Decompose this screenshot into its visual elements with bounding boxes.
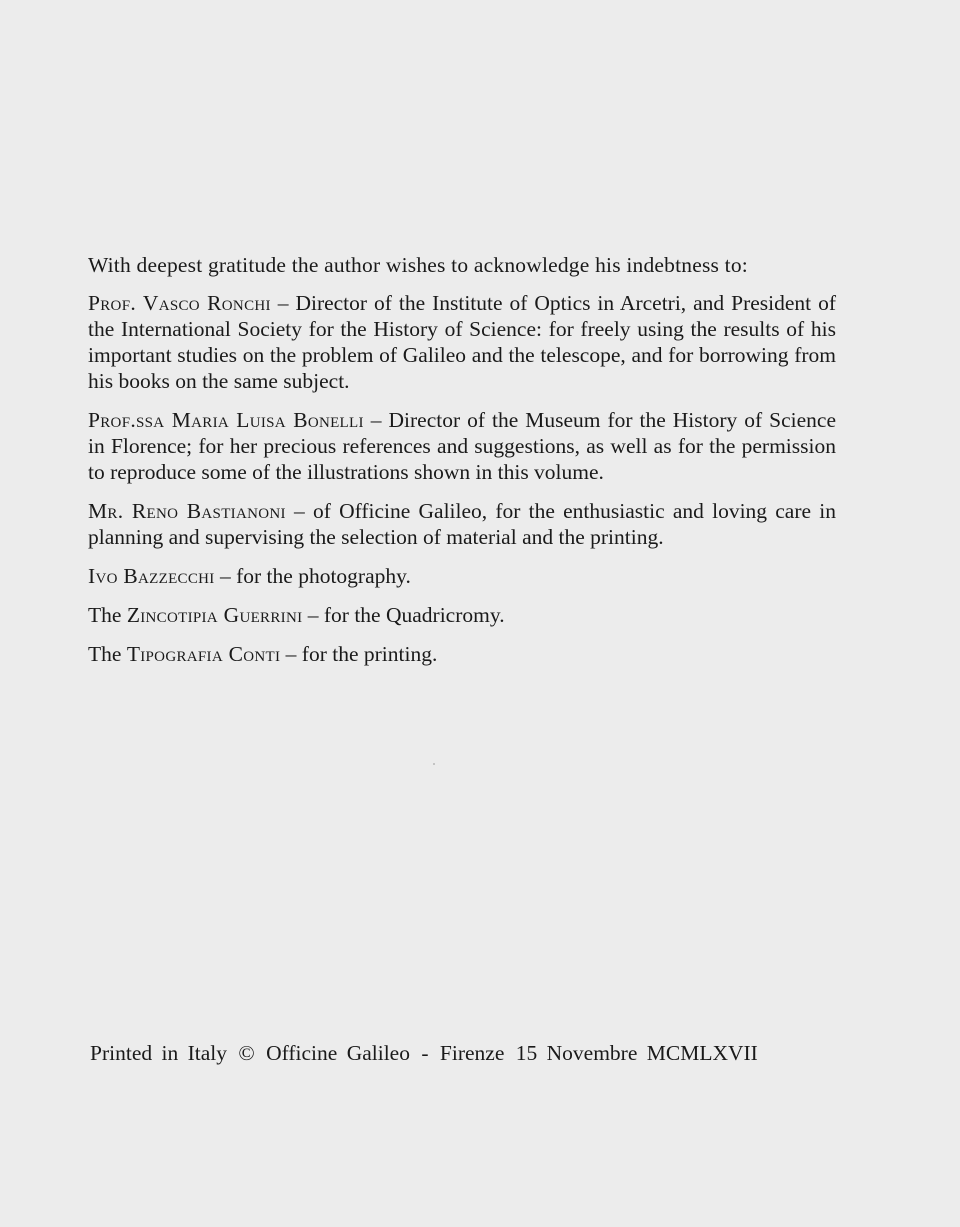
acknowledgement-text: – for the photography. [214,564,411,588]
paper-speck [433,763,435,765]
acknowledgement-text: – Director of the Institute of Optics in Arcetri, and President of the International Society for the History of Science: for freely using the results of his important studies on the problem of Galileo and the telescope, and for borrowing from his books on the same subject. [88,291,836,393]
colophon-printed: Printed in Italy [90,1041,227,1065]
colophon-date: 15 Novembre MCMLXVII [515,1041,758,1065]
acknowledgement-entry-ronchi [88,290,836,394]
acknowledgement-entry-bastianoni [88,498,836,550]
acknowledgee-name: Ivo Bazzecchi [88,564,215,588]
copyright-icon: © [238,1041,255,1065]
acknowledgee-name: Tipografia Conti [126,642,281,666]
acknowledgement-intro: With deepest gratitude the author wishes to acknowledge his indebtness to: [88,253,748,277]
colophon [90,1040,850,1066]
acknowledgement-text: – for the printing. [280,642,438,666]
acknowledgement-entry-bonelli [88,407,836,485]
acknowledgee-name: Prof. Vasco Ronchi [88,291,271,315]
acknowledgement-text: – for the Quadricromy. [302,603,505,627]
acknowledgement-entry-conti [88,641,836,667]
acknowledgement-entry-guerrini [88,602,836,628]
acknowledgee-name: Mr. Reno Bastianoni [88,499,286,523]
colophon-publisher: Officine Galileo [266,1041,410,1065]
acknowledgement-prefix: The [88,642,127,666]
acknowledgement-text: – Director of the Museum for the History of Science in Florence; for her precious references and suggestions, as well as for the permission to reproduce some of the illustrations shown in this volume. [88,408,836,484]
acknowledgement-prefix: The [88,603,127,627]
acknowledgement-entry-bazzecchi [88,563,836,589]
acknowledgements [88,252,836,680]
acknowledgement-text: – of Officine Galileo, for the enthusiastic and loving care in planning and supervising the selection of material and the printing. [88,499,836,549]
colophon-city: Firenze [439,1041,505,1065]
acknowledgee-name: Zincotipia Guerrini [126,603,303,627]
acknowledgee-name: Prof.ssa Maria Luisa Bonelli [88,408,364,432]
colophon-separator: - [421,1041,429,1065]
